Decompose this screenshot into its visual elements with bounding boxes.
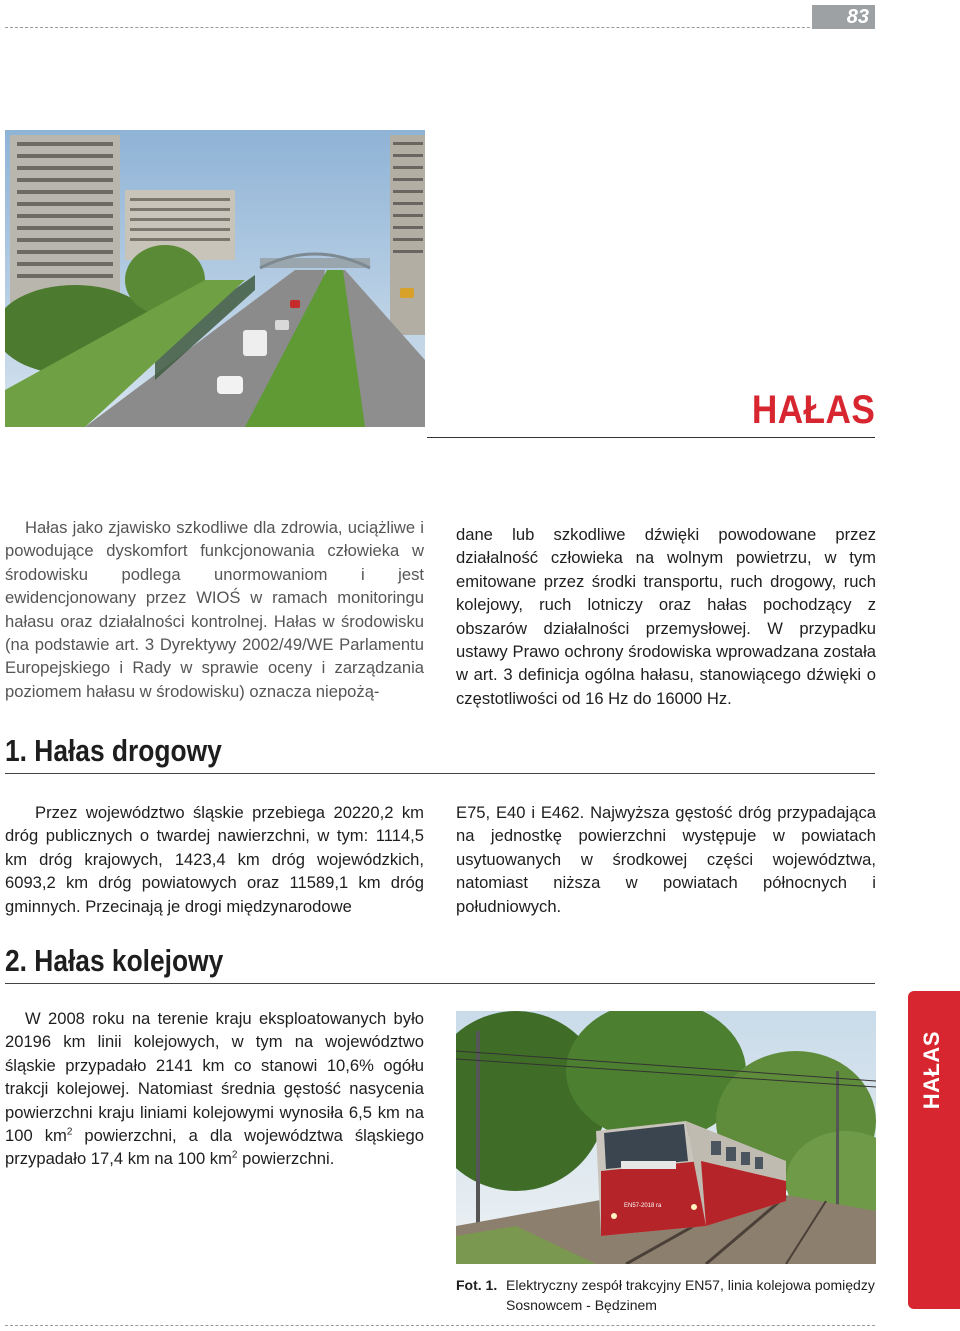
highway-photo	[5, 130, 425, 427]
intro-left-column	[5, 516, 424, 703]
page-number: 83	[846, 6, 869, 28]
section2-paragraph	[5, 1007, 424, 1171]
section1-rule	[5, 773, 875, 774]
caption-text: Elektryczny zespół trakcyjny EN57, linia kolejowa pomiędzy Sosnowcem - Będzinem	[506, 1277, 875, 1313]
bottom-dashed-rule	[5, 1325, 875, 1326]
top-dashed-rule	[5, 27, 875, 28]
section2-text-part2: powierzchni, a dla województwa śląskiego przypadało 17,4 km na 100 km	[5, 1126, 424, 1169]
chapter-title-rule	[427, 437, 875, 438]
page-number-tab	[812, 5, 875, 29]
section2-left-column	[5, 1007, 424, 1171]
side-chapter-tab	[908, 991, 960, 1309]
train-photo	[456, 1011, 876, 1264]
section1-right-column	[456, 801, 876, 918]
section2-text-part1: W 2008 roku na terenie kraju eksploatowanych było 20196 km linii kolejowych, w tym na województwo śląskie przypadało 2141 km co stanowi 10,6% ogółu trakcji kolejowej. Natomiast średnia gęstość nasycenia powierzchni kraju liniami kolejowymi wynosiła 6,5 km na 100 km	[5, 1009, 424, 1146]
intro-right-paragraph: dane lub szkodliwe dźwięki powodowane przez działalność człowieka na wolnym powietrzu, w tym emitowane przez środki transportu, ruch drogowy, ruch kolejowy, ruch lotniczy oraz hałas pochodzący z obszarów działalności przemysłowej. W przypadku ustawy Prawo ochrony środowiska wprowadzana została w art. 3 definicja ogólna hałasu, stanowiącego dźwięki o częstotliwości od 16 Hz do 16000 Hz.	[456, 525, 876, 708]
side-tab-label: HAŁAS	[919, 1031, 944, 1110]
section1-left-column	[5, 801, 424, 918]
intro-right-column	[456, 523, 876, 710]
section2-text-part3: powierzchni.	[237, 1149, 335, 1169]
chapter-title: HAŁAS	[751, 388, 875, 432]
superscript-2-a: 2	[66, 1126, 73, 1138]
section2-rule	[5, 983, 875, 984]
section1-title: 1. Hałas drogowy	[5, 733, 222, 768]
caption-label: Fot. 1.	[456, 1277, 498, 1293]
section2-title: 2. Hałas kolejowy	[5, 943, 224, 978]
train-destination-sign: EN57-2018 ra	[624, 1203, 662, 1209]
section1-right-paragraph: E75, E40 i E462. Najwyższa gęstość dróg przypadająca na jednostkę powierzchni występuje w powiatach usytuowanych w środkowej części województwa, natomiast niższa w powiatach północnych i południowych.	[456, 803, 876, 916]
section1-left-paragraph: Przez województwo śląskie przebiega 20220,2 km dróg publicznych o twardej nawierzchni, w tym: 1114,5 km dróg krajowych, 1423,4 km dróg wojewódzkich, 6093,2 km dróg powiatowych oraz 11589,1 km dróg gminnych. Przecinają je drogi międzynarodowe	[5, 803, 424, 916]
superscript-2-b: 2	[231, 1149, 238, 1161]
intro-left-paragraph: Hałas jako zjawisko szkodliwe dla zdrowia, uciążliwe i powodujące dyskomfort funkcjonowania człowieka w środowisku podlega unormowaniom i jest ewidencjonowany przez WIOŚ w ramach monitoringu hałasu oraz działalności kontrolnej. Hałas w środowisku (na podstawie art. 3 Dyrektywy 2002/49/WE Parlamentu Europejskiego i Rady w sprawie oceny i zarządzania poziomem hałasu w środowisku) oznacza niepożą-	[5, 518, 424, 701]
